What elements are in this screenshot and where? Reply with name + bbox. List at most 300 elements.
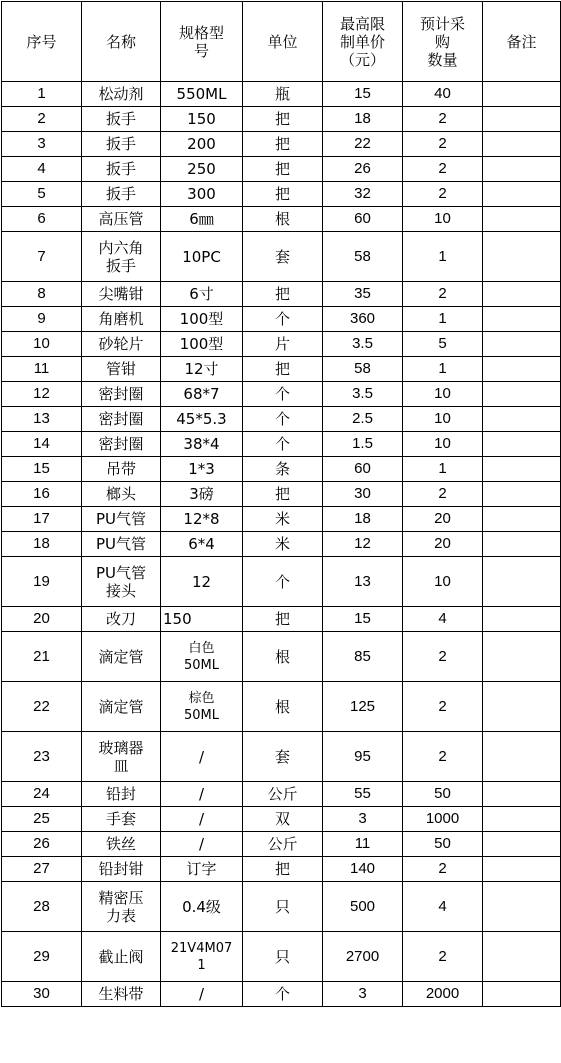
cell-spec bbox=[161, 982, 243, 1007]
cell-spec bbox=[161, 407, 243, 432]
cell-unit: 根 bbox=[243, 207, 323, 232]
cell-seq: 5 bbox=[2, 182, 82, 207]
cell-name-line: 扳手 bbox=[105, 160, 136, 178]
cell-qty: 2 bbox=[403, 107, 483, 132]
cell-spec bbox=[161, 332, 243, 357]
cell-name-line: 滴定管 bbox=[98, 697, 144, 716]
table-row bbox=[2, 357, 561, 382]
cell-price: 12 bbox=[323, 532, 403, 557]
cell-spec bbox=[161, 182, 243, 207]
cell-qty: 2000 bbox=[403, 982, 483, 1007]
cell-note bbox=[483, 132, 561, 157]
cell-name bbox=[82, 932, 161, 982]
cell-note bbox=[483, 982, 561, 1007]
cell-seq: 25 bbox=[2, 807, 82, 832]
cell-price: 11 bbox=[323, 832, 403, 857]
cell-name bbox=[82, 532, 161, 557]
cell-unit: 把 bbox=[243, 282, 323, 307]
cell-price: 60 bbox=[323, 207, 403, 232]
cell-price: 95 bbox=[323, 732, 403, 782]
cell-price: 35 bbox=[323, 282, 403, 307]
cell-seq: 15 bbox=[2, 457, 82, 482]
cell-name-line: 铅封 bbox=[105, 785, 136, 803]
cell-spec bbox=[161, 232, 243, 282]
cell-price: 2700 bbox=[323, 932, 403, 982]
cell-seq: 24 bbox=[2, 782, 82, 807]
cell-spec-line: 50ML bbox=[183, 707, 219, 723]
table-row bbox=[2, 782, 561, 807]
cell-spec-line: 68*7 bbox=[183, 385, 220, 403]
table-row bbox=[2, 132, 561, 157]
cell-name-line: 内六角 bbox=[98, 238, 144, 257]
header-spec-line: 规格型 bbox=[178, 23, 224, 42]
cell-name-line: 玻璃器 bbox=[98, 738, 144, 757]
cell-spec-line: 1 bbox=[197, 957, 206, 973]
cell-qty: 1 bbox=[403, 307, 483, 332]
cell-price: 85 bbox=[323, 632, 403, 682]
cell-unit: 根 bbox=[243, 632, 323, 682]
cell-name-line: 榔头 bbox=[105, 485, 136, 503]
cell-price: 125 bbox=[323, 682, 403, 732]
cell-spec-line: 10PC bbox=[182, 247, 221, 266]
cell-price: 30 bbox=[323, 482, 403, 507]
cell-spec bbox=[161, 557, 243, 607]
cell-price: 13 bbox=[323, 557, 403, 607]
cell-price: 58 bbox=[323, 357, 403, 382]
cell-seq: 4 bbox=[2, 157, 82, 182]
cell-name bbox=[82, 807, 161, 832]
cell-name bbox=[82, 407, 161, 432]
cell-name-line: 铅封钳 bbox=[98, 860, 144, 878]
cell-spec-line: / bbox=[198, 785, 205, 803]
cell-name-line: PU气管 bbox=[95, 510, 147, 528]
cell-price: 3 bbox=[323, 982, 403, 1007]
table-row bbox=[2, 482, 561, 507]
cell-qty: 1000 bbox=[403, 807, 483, 832]
cell-note bbox=[483, 932, 561, 982]
cell-name-line: 砂轮片 bbox=[98, 335, 144, 353]
cell-unit: 双 bbox=[243, 807, 323, 832]
cell-spec-line: / bbox=[198, 747, 205, 766]
cell-price: 60 bbox=[323, 457, 403, 482]
cell-spec bbox=[161, 382, 243, 407]
table-row bbox=[2, 632, 561, 682]
cell-qty: 20 bbox=[403, 507, 483, 532]
cell-qty: 10 bbox=[403, 407, 483, 432]
cell-note bbox=[483, 107, 561, 132]
cell-spec-line: 550ML bbox=[176, 85, 227, 103]
table-row bbox=[2, 457, 561, 482]
cell-name bbox=[82, 832, 161, 857]
cell-unit: 米 bbox=[243, 507, 323, 532]
cell-spec-line: 21V4M07 bbox=[170, 940, 233, 956]
table-row bbox=[2, 432, 561, 457]
cell-name-line: 滴定管 bbox=[98, 647, 144, 666]
cell-name-line: 扳手 bbox=[105, 135, 136, 153]
cell-unit: 个 bbox=[243, 407, 323, 432]
cell-qty: 50 bbox=[403, 782, 483, 807]
cell-qty: 5 bbox=[403, 332, 483, 357]
cell-unit: 公斤 bbox=[243, 782, 323, 807]
table-row bbox=[2, 82, 561, 107]
cell-unit: 只 bbox=[243, 932, 323, 982]
cell-spec-line: 38*4 bbox=[183, 435, 220, 453]
header-seq bbox=[2, 2, 82, 82]
cell-spec-line: 50ML bbox=[183, 657, 219, 673]
cell-unit: 把 bbox=[243, 482, 323, 507]
header-note-line: 备注 bbox=[506, 32, 537, 51]
header-qty-line: 预计采 bbox=[419, 14, 465, 33]
cell-seq: 18 bbox=[2, 532, 82, 557]
header-qty-line: 数量 bbox=[427, 50, 458, 69]
cell-note bbox=[483, 82, 561, 107]
cell-spec bbox=[161, 432, 243, 457]
cell-name-line: 松动剂 bbox=[98, 85, 144, 103]
table-row bbox=[2, 107, 561, 132]
cell-seq: 23 bbox=[2, 732, 82, 782]
cell-spec-line: 100型 bbox=[179, 310, 224, 328]
header-qty bbox=[403, 2, 483, 82]
cell-qty: 2 bbox=[403, 157, 483, 182]
cell-unit: 个 bbox=[243, 557, 323, 607]
cell-unit: 把 bbox=[243, 857, 323, 882]
cell-price: 1.5 bbox=[323, 432, 403, 457]
cell-seq: 10 bbox=[2, 332, 82, 357]
cell-note bbox=[483, 857, 561, 882]
cell-note bbox=[483, 407, 561, 432]
cell-seq: 13 bbox=[2, 407, 82, 432]
cell-unit: 个 bbox=[243, 382, 323, 407]
cell-name-line: PU气管 bbox=[95, 563, 147, 582]
cell-qty: 20 bbox=[403, 532, 483, 557]
table-row bbox=[2, 332, 561, 357]
cell-name bbox=[82, 482, 161, 507]
cell-name bbox=[82, 632, 161, 682]
cell-note bbox=[483, 807, 561, 832]
cell-seq: 9 bbox=[2, 307, 82, 332]
cell-note bbox=[483, 532, 561, 557]
cell-name bbox=[82, 282, 161, 307]
cell-qty: 10 bbox=[403, 382, 483, 407]
table-row bbox=[2, 282, 561, 307]
cell-name bbox=[82, 132, 161, 157]
cell-spec bbox=[161, 207, 243, 232]
cell-name bbox=[82, 332, 161, 357]
header-row bbox=[2, 2, 561, 82]
cell-qty: 1 bbox=[403, 457, 483, 482]
cell-seq: 21 bbox=[2, 632, 82, 682]
cell-price: 3.5 bbox=[323, 382, 403, 407]
cell-spec-line: 3磅 bbox=[189, 485, 214, 503]
cell-spec bbox=[161, 857, 243, 882]
cell-spec-line: 12*8 bbox=[183, 510, 220, 528]
cell-seq: 19 bbox=[2, 557, 82, 607]
cell-spec bbox=[161, 482, 243, 507]
cell-name-line: 高压管 bbox=[98, 210, 144, 228]
cell-unit: 只 bbox=[243, 882, 323, 932]
cell-qty: 2 bbox=[403, 632, 483, 682]
cell-seq: 1 bbox=[2, 82, 82, 107]
cell-qty: 2 bbox=[403, 482, 483, 507]
cell-unit: 个 bbox=[243, 432, 323, 457]
table-row bbox=[2, 232, 561, 282]
cell-name-line: 吊带 bbox=[105, 460, 136, 478]
cell-name bbox=[82, 882, 161, 932]
cell-spec bbox=[161, 807, 243, 832]
cell-note bbox=[483, 332, 561, 357]
cell-unit: 把 bbox=[243, 357, 323, 382]
cell-unit: 把 bbox=[243, 157, 323, 182]
cell-price: 18 bbox=[323, 107, 403, 132]
table-row bbox=[2, 732, 561, 782]
table-row bbox=[2, 507, 561, 532]
cell-name bbox=[82, 857, 161, 882]
cell-name-line: 扳手 bbox=[105, 185, 136, 203]
cell-unit: 把 bbox=[243, 182, 323, 207]
cell-spec-line: 300 bbox=[187, 185, 216, 203]
cell-name-line: 管钳 bbox=[105, 360, 136, 378]
cell-unit: 个 bbox=[243, 307, 323, 332]
cell-spec-line: / bbox=[198, 810, 205, 828]
cell-unit: 瓶 bbox=[243, 82, 323, 107]
cell-qty: 2 bbox=[403, 682, 483, 732]
cell-name bbox=[82, 357, 161, 382]
cell-qty: 4 bbox=[403, 607, 483, 632]
cell-seq: 12 bbox=[2, 382, 82, 407]
cell-note bbox=[483, 282, 561, 307]
cell-note bbox=[483, 157, 561, 182]
cell-unit: 公斤 bbox=[243, 832, 323, 857]
cell-seq: 16 bbox=[2, 482, 82, 507]
cell-name bbox=[82, 207, 161, 232]
cell-name bbox=[82, 557, 161, 607]
cell-spec bbox=[161, 882, 243, 932]
cell-note bbox=[483, 432, 561, 457]
cell-qty: 10 bbox=[403, 432, 483, 457]
cell-name bbox=[82, 307, 161, 332]
header-unit-line: 单位 bbox=[267, 32, 298, 51]
cell-name-line: 密封圈 bbox=[98, 410, 144, 428]
cell-price: 3.5 bbox=[323, 332, 403, 357]
header-spec-line: 号 bbox=[193, 41, 209, 60]
header-name-line: 名称 bbox=[105, 32, 136, 51]
cell-spec-line: 6寸 bbox=[189, 285, 214, 303]
cell-name bbox=[82, 732, 161, 782]
cell-spec-line: 订字 bbox=[186, 860, 217, 878]
table-row bbox=[2, 532, 561, 557]
cell-qty: 1 bbox=[403, 357, 483, 382]
cell-spec-line: 白色 bbox=[188, 640, 215, 656]
cell-spec bbox=[161, 457, 243, 482]
cell-note bbox=[483, 632, 561, 682]
header-seq-line: 序号 bbox=[26, 32, 57, 51]
table-row bbox=[2, 157, 561, 182]
cell-price: 58 bbox=[323, 232, 403, 282]
cell-name-line: 角磨机 bbox=[98, 310, 144, 328]
cell-note bbox=[483, 232, 561, 282]
cell-spec bbox=[161, 507, 243, 532]
cell-price: 500 bbox=[323, 882, 403, 932]
cell-name-line: 截止阀 bbox=[98, 947, 144, 966]
cell-seq: 6 bbox=[2, 207, 82, 232]
cell-qty: 10 bbox=[403, 557, 483, 607]
cell-spec bbox=[161, 732, 243, 782]
header-note bbox=[483, 2, 561, 82]
cell-spec-line: 150 bbox=[187, 110, 216, 128]
cell-qty: 50 bbox=[403, 832, 483, 857]
cell-qty: 40 bbox=[403, 82, 483, 107]
cell-note bbox=[483, 207, 561, 232]
cell-spec-line: 100型 bbox=[179, 335, 224, 353]
cell-note bbox=[483, 182, 561, 207]
cell-spec bbox=[161, 282, 243, 307]
cell-qty: 2 bbox=[403, 282, 483, 307]
cell-unit: 条 bbox=[243, 457, 323, 482]
cell-unit: 把 bbox=[243, 107, 323, 132]
cell-name-line: 改刀 bbox=[105, 610, 136, 628]
cell-spec-line: 250 bbox=[187, 160, 216, 178]
table-row bbox=[2, 407, 561, 432]
cell-price: 26 bbox=[323, 157, 403, 182]
cell-name bbox=[82, 682, 161, 732]
cell-price: 140 bbox=[323, 857, 403, 882]
cell-spec-line: 200 bbox=[187, 135, 216, 153]
cell-name-line: 尖嘴钳 bbox=[98, 285, 144, 303]
cell-note bbox=[483, 882, 561, 932]
cell-name-line: 接头 bbox=[105, 581, 136, 600]
cell-spec bbox=[161, 782, 243, 807]
cell-name-line: 密封圈 bbox=[98, 435, 144, 453]
cell-seq: 30 bbox=[2, 982, 82, 1007]
cell-name-line: PU气管 bbox=[95, 535, 147, 553]
cell-seq: 26 bbox=[2, 832, 82, 857]
cell-spec bbox=[161, 132, 243, 157]
table-row bbox=[2, 557, 561, 607]
cell-spec-line: / bbox=[198, 985, 205, 1003]
cell-name-line: 扳手 bbox=[105, 256, 136, 275]
cell-spec-line: 0.4级 bbox=[182, 897, 221, 916]
header-price-line: （元） bbox=[339, 50, 385, 69]
cell-note bbox=[483, 732, 561, 782]
cell-spec bbox=[161, 532, 243, 557]
cell-spec bbox=[161, 307, 243, 332]
cell-spec-line: 6㎜ bbox=[189, 210, 214, 228]
cell-spec-line: 6*4 bbox=[188, 535, 215, 553]
table-row bbox=[2, 982, 561, 1007]
cell-name bbox=[82, 607, 161, 632]
header-price-line: 制单价 bbox=[339, 32, 385, 51]
header-name bbox=[82, 2, 161, 82]
table-row bbox=[2, 932, 561, 982]
cell-seq: 22 bbox=[2, 682, 82, 732]
cell-name-line: 密封圈 bbox=[98, 385, 144, 403]
cell-unit: 套 bbox=[243, 732, 323, 782]
cell-name-line: 生料带 bbox=[98, 985, 144, 1003]
cell-note bbox=[483, 782, 561, 807]
header-price bbox=[323, 2, 403, 82]
cell-unit: 个 bbox=[243, 982, 323, 1007]
cell-price: 15 bbox=[323, 607, 403, 632]
cell-name bbox=[82, 107, 161, 132]
cell-unit: 片 bbox=[243, 332, 323, 357]
cell-spec bbox=[161, 932, 243, 982]
cell-qty: 2 bbox=[403, 732, 483, 782]
cell-price: 3 bbox=[323, 807, 403, 832]
cell-spec bbox=[161, 157, 243, 182]
cell-qty: 10 bbox=[403, 207, 483, 232]
cell-seq: 27 bbox=[2, 857, 82, 882]
cell-note bbox=[483, 357, 561, 382]
cell-spec bbox=[161, 832, 243, 857]
cell-spec bbox=[161, 607, 243, 632]
cell-seq: 14 bbox=[2, 432, 82, 457]
table-row bbox=[2, 832, 561, 857]
cell-seq: 7 bbox=[2, 232, 82, 282]
table-row bbox=[2, 207, 561, 232]
cell-seq: 29 bbox=[2, 932, 82, 982]
table-row bbox=[2, 807, 561, 832]
cell-unit: 米 bbox=[243, 532, 323, 557]
cell-unit: 把 bbox=[243, 132, 323, 157]
cell-seq: 28 bbox=[2, 882, 82, 932]
cell-name-line: 皿 bbox=[113, 756, 129, 775]
cell-name bbox=[82, 157, 161, 182]
cell-name bbox=[82, 457, 161, 482]
cell-name bbox=[82, 782, 161, 807]
cell-spec-line: 150 bbox=[163, 610, 192, 628]
header-unit bbox=[243, 2, 323, 82]
cell-seq: 3 bbox=[2, 132, 82, 157]
cell-price: 18 bbox=[323, 507, 403, 532]
cell-qty: 2 bbox=[403, 132, 483, 157]
cell-seq: 17 bbox=[2, 507, 82, 532]
cell-spec bbox=[161, 357, 243, 382]
cell-spec-line: 12寸 bbox=[184, 360, 219, 378]
table-row bbox=[2, 682, 561, 732]
cell-spec-line: 12 bbox=[191, 572, 212, 591]
cell-qty: 1 bbox=[403, 232, 483, 282]
cell-price: 2.5 bbox=[323, 407, 403, 432]
cell-note bbox=[483, 507, 561, 532]
cell-note bbox=[483, 307, 561, 332]
cell-unit: 把 bbox=[243, 607, 323, 632]
cell-unit: 套 bbox=[243, 232, 323, 282]
table-row bbox=[2, 382, 561, 407]
cell-name-line: 铁丝 bbox=[105, 835, 136, 853]
cell-spec bbox=[161, 682, 243, 732]
cell-seq: 8 bbox=[2, 282, 82, 307]
cell-seq: 2 bbox=[2, 107, 82, 132]
table-row bbox=[2, 182, 561, 207]
cell-spec bbox=[161, 632, 243, 682]
cell-name-line: 手套 bbox=[105, 810, 136, 828]
table-row bbox=[2, 607, 561, 632]
cell-name bbox=[82, 182, 161, 207]
cell-price: 32 bbox=[323, 182, 403, 207]
cell-name bbox=[82, 232, 161, 282]
table-body bbox=[2, 82, 561, 1007]
cell-note bbox=[483, 482, 561, 507]
cell-spec bbox=[161, 82, 243, 107]
cell-qty: 2 bbox=[403, 857, 483, 882]
cell-note bbox=[483, 607, 561, 632]
table-row bbox=[2, 882, 561, 932]
cell-name bbox=[82, 507, 161, 532]
cell-spec-line: 棕色 bbox=[188, 690, 215, 706]
cell-price: 15 bbox=[323, 82, 403, 107]
cell-price: 22 bbox=[323, 132, 403, 157]
cell-name bbox=[82, 982, 161, 1007]
